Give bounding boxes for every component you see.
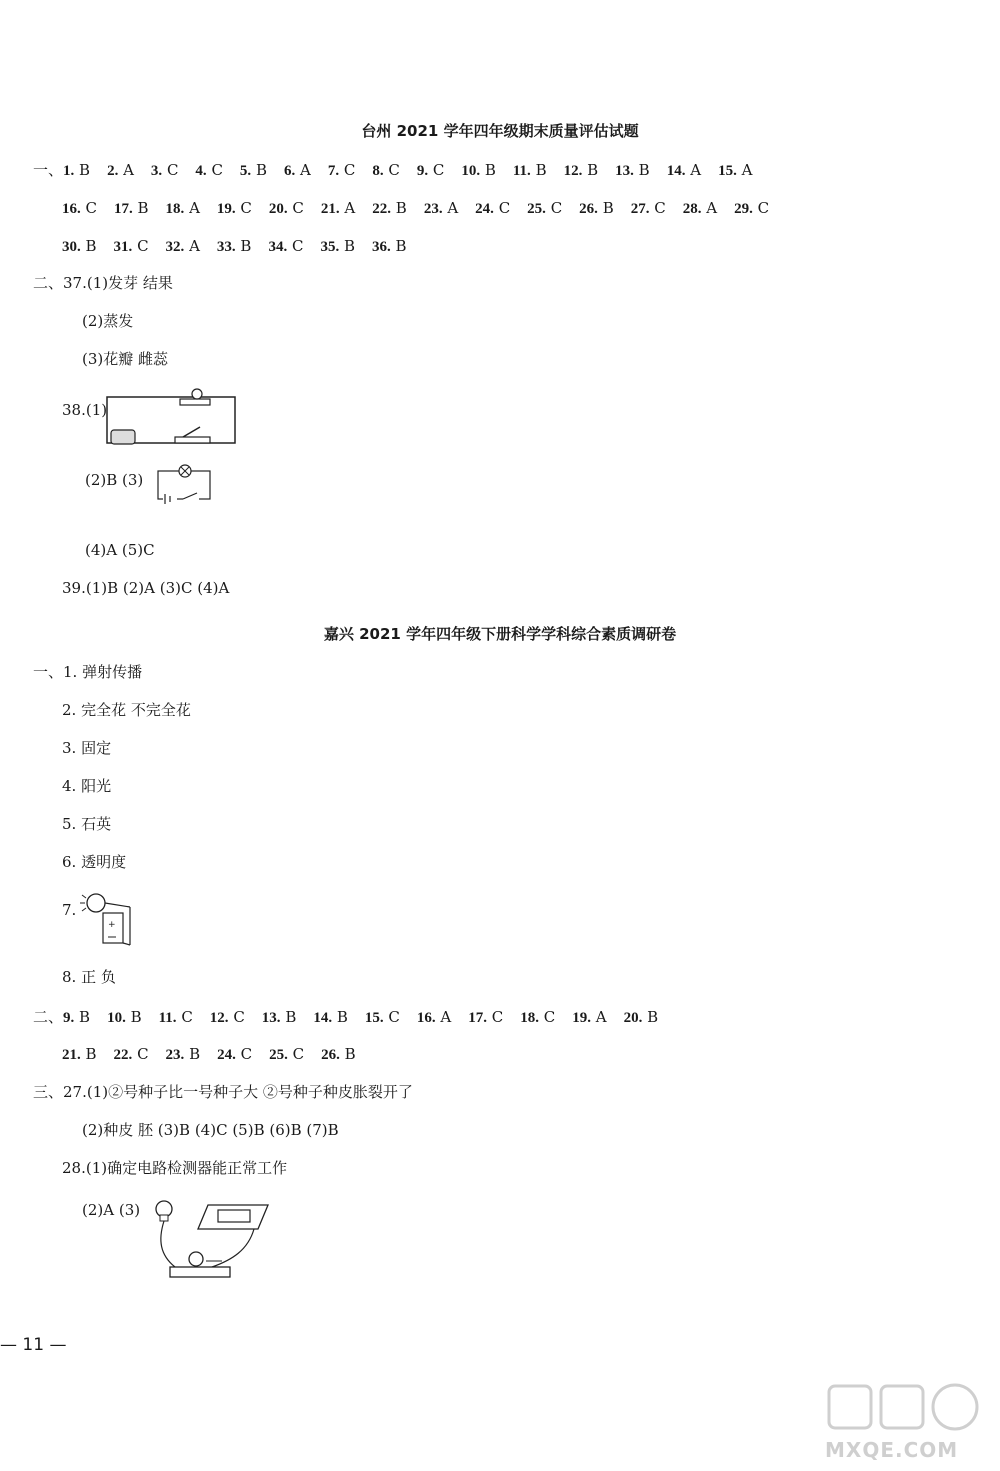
answer-item: 13. B <box>615 161 650 179</box>
s2-q6: 6. 透明度 <box>62 853 127 871</box>
answer-item: 4. C <box>195 161 223 179</box>
answer-item: 6. A <box>283 161 311 179</box>
answer-item: 1. B <box>63 161 91 179</box>
answer-item: 12. B <box>563 161 599 179</box>
answer-row-2 <box>62 198 786 219</box>
q27-line1: 三、27.(1)②号种子比一号种子大 ②号种子种皮胀裂开了 <box>33 1083 413 1101</box>
section1-title: 台州 2021 学年四年级期末质量评估试题 <box>361 122 639 140</box>
s2-q8: 8. 正 负 <box>62 968 116 986</box>
watermark-logo <box>825 1380 995 1470</box>
answer-item: 23. A <box>423 199 459 217</box>
answer-item: 15. C <box>364 1008 400 1026</box>
answer-item: 15. A <box>718 161 753 179</box>
s2-q4: 4. 阳光 <box>62 777 112 795</box>
answer-item: 16. A <box>416 1008 452 1026</box>
answer-item: 11. B <box>512 161 547 179</box>
answer-row-3 <box>62 236 424 257</box>
s2-q5: 5. 石英 <box>62 815 112 833</box>
answer-item: 32. A <box>165 237 200 255</box>
q27-line2: (2)种皮 胚 (3)B (4)C (5)B (6)B (7)B <box>82 1121 339 1139</box>
s2-q1: 一、1. 弹射传播 <box>33 663 143 681</box>
q38-line2: (2)B (3) <box>85 471 144 489</box>
section2-title: 嘉兴 2021 学年四年级下册科学学科综合素质调研卷 <box>323 625 677 643</box>
answer-item: 17. C <box>468 1008 504 1026</box>
answer-item: 36. B <box>372 237 407 255</box>
answer-item: 10. B <box>107 1008 142 1026</box>
circuit-detector-diagram-28-3 <box>150 1195 275 1285</box>
answer-item: 22. C <box>113 1045 149 1063</box>
answer-item: 8. C <box>372 161 400 179</box>
q28-line1: 28.(1)确定电路检测器能正常工作 <box>62 1159 288 1177</box>
s2-q3: 3. 固定 <box>62 739 112 757</box>
answer-item: 5. B <box>239 161 267 179</box>
answer-item: 22. B <box>372 199 407 217</box>
answer-item: 29. C <box>734 199 770 217</box>
page-number: — 11 — <box>0 1335 67 1355</box>
q38-line4: (4)A (5)C <box>85 541 155 559</box>
answer-item: 19. C <box>216 199 252 217</box>
q38-line1: 38.(1) <box>62 401 108 419</box>
answer-item: 35. B <box>320 237 355 255</box>
answer-item: 20. C <box>268 199 304 217</box>
answer-item: 12. C <box>209 1008 245 1026</box>
answer-item: 13. B <box>261 1008 297 1026</box>
q37-line3: (3)花瓣 雌蕊 <box>82 350 169 368</box>
answer-item: 23. B <box>165 1045 201 1063</box>
answer-item: 3. C <box>150 161 179 179</box>
answer-item: 31. C <box>113 237 149 255</box>
answer-item: 21. B <box>62 1045 97 1063</box>
answer-item: 21. A <box>320 199 356 217</box>
answer-item: 26. B <box>321 1045 356 1063</box>
answer-item: 9. B <box>63 1008 91 1026</box>
answer-item: 30. B <box>62 237 97 255</box>
s2-answer-row-2 <box>62 1044 373 1065</box>
answer-item: 7. C <box>327 161 356 179</box>
answer-item: 10. B <box>461 161 496 179</box>
answer-item: 24. C <box>475 199 511 217</box>
circuit-diagram-38-1 <box>105 385 240 450</box>
answer-item: 28. A <box>682 199 718 217</box>
answer-item: 34. C <box>268 237 304 255</box>
answer-item: 27. C <box>630 199 666 217</box>
answer-item: 25. C <box>527 199 563 217</box>
answer-item: 2. A <box>107 161 134 179</box>
circuit-diagram-38-3 <box>155 462 215 504</box>
answer-item: 19. A <box>572 1008 607 1026</box>
answer-item: 14. A <box>666 161 702 179</box>
part-prefix: 一、 <box>33 161 64 179</box>
answer-row-1 <box>33 160 769 181</box>
s2-answer-row-1 <box>33 1007 675 1028</box>
answer-item: 16. C <box>62 199 97 217</box>
part-prefix: 二、 <box>33 1008 64 1026</box>
answer-item: 18. A <box>165 199 200 217</box>
answer-item: 9. C <box>416 161 445 179</box>
answer-item: 25. C <box>269 1045 305 1063</box>
svg-text:+: + <box>108 920 116 930</box>
answer-item: 18. C <box>520 1008 556 1026</box>
answer-item: 24. C <box>217 1045 253 1063</box>
q28-line2: (2)A (3) <box>82 1201 141 1219</box>
answer-item: 17. B <box>114 199 149 217</box>
answer-item: 11. C <box>158 1008 193 1026</box>
s2-q2: 2. 完全花 不完全花 <box>62 701 191 719</box>
answer-item: 26. B <box>579 199 614 217</box>
answer-item: 14. B <box>313 1008 348 1026</box>
answer-item: 33. B <box>216 237 252 255</box>
bulb-battery-diagram-7 <box>78 885 138 950</box>
s2-q7: 7. <box>62 901 77 919</box>
q37-line2: (2)蒸发 <box>82 312 134 330</box>
q37-line1: 二、37.(1)发芽 结果 <box>33 274 173 292</box>
watermark-text: MXQE.COM <box>825 1438 959 1462</box>
answer-item: 20. B <box>623 1008 659 1026</box>
q39-line: 39.(1)B (2)A (3)C (4)A <box>62 579 230 597</box>
